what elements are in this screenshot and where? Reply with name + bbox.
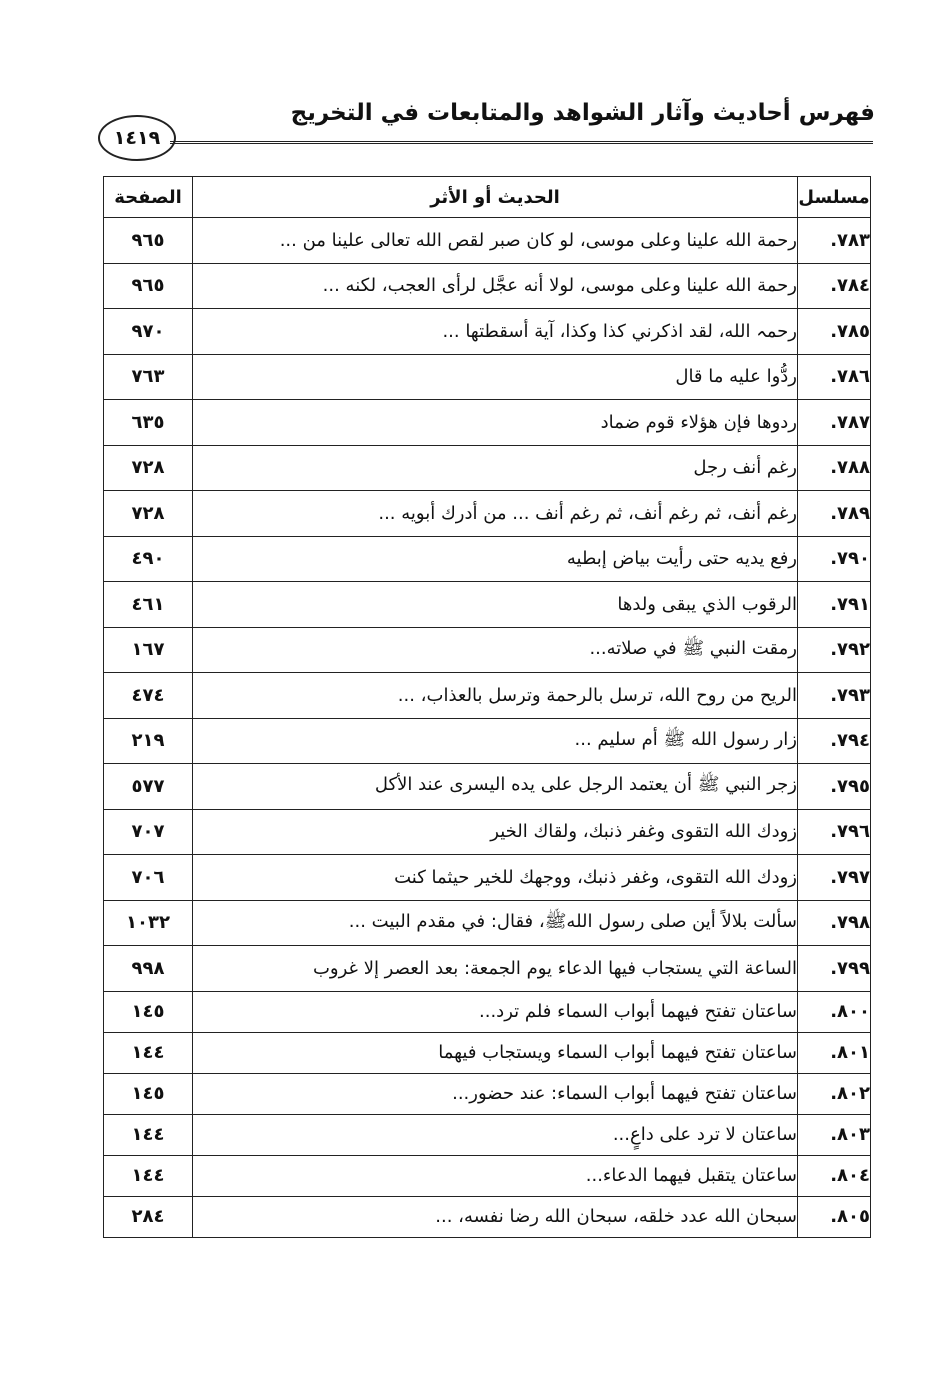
table-row	[104, 764, 871, 810]
page-number: ١٤١٩	[113, 127, 161, 149]
row-text: الساعة التي يستجاب فيها الدعاء يوم الجمعة: بعد العصر إلا غروب	[193, 946, 798, 992]
hadith-index-table	[103, 176, 871, 1238]
row-serial: ٧٨٩.	[798, 491, 871, 537]
table-row	[104, 673, 871, 719]
table-row	[104, 718, 871, 764]
row-serial: ٧٨٧.	[798, 400, 871, 446]
table-row	[104, 1196, 871, 1237]
row-page: ٤٧٤	[104, 673, 193, 719]
row-serial: ٧٩٩.	[798, 946, 871, 992]
table-row	[104, 582, 871, 628]
row-text: سألت بلالاً أين صلى رسول اللهﷺ، فقال: في مقدم البيت ...	[193, 900, 798, 946]
row-serial: ٧٩٢.	[798, 627, 871, 673]
row-text: ساعتان لا ترد على داعٍ...	[193, 1114, 798, 1155]
row-page: ٧٢٨	[104, 445, 193, 491]
table-row	[104, 1073, 871, 1114]
header-rule	[170, 141, 873, 144]
row-serial: ٧٩٣.	[798, 673, 871, 719]
table-body	[104, 218, 871, 1238]
row-serial: ٧٨٣.	[798, 218, 871, 264]
row-text: رحمة الله علينا وعلى موسى، لولا أنه عجَّل لرأى العجب، لكنه ...	[193, 263, 798, 309]
row-text: سبحان الله عدد خلقه، سبحان الله رضا نفسه، ...	[193, 1196, 798, 1237]
row-text: الريح من روح الله، ترسل بالرحمة وترسل بالعذاب، ...	[193, 673, 798, 719]
row-serial: ٨٠٥.	[798, 1196, 871, 1237]
row-text: رغم أنف، ثم رغم أنف، ثم رغم أنف ... من أدرك أبويه ...	[193, 491, 798, 537]
table-row	[104, 354, 871, 400]
row-page: ٧٠٦	[104, 855, 193, 901]
row-serial: ٧٨٤.	[798, 263, 871, 309]
row-text: زودك الله التقوى، وغفر ذنبك، ووجهك للخير حيثما كنت	[193, 855, 798, 901]
row-page: ٤٩٠	[104, 536, 193, 582]
row-text: ردوها فإن هؤلاء قوم ضماد	[193, 400, 798, 446]
table-row	[104, 809, 871, 855]
row-serial: ٨٠٤.	[798, 1155, 871, 1196]
row-page: ١٤٥	[104, 1073, 193, 1114]
row-serial: ٧٩٥.	[798, 764, 871, 810]
row-text: رفع يديه حتى رأيت بياض إبطيه	[193, 536, 798, 582]
row-page: ٩٧٠	[104, 309, 193, 355]
row-serial: ٧٨٥.	[798, 309, 871, 355]
running-header-title: فهرس أحاديث وآثار الشواهد والمتابعات في التخريج	[290, 100, 875, 126]
row-page: ١٤٤	[104, 1114, 193, 1155]
row-text: الرقوب الذي يبقى ولدها	[193, 582, 798, 628]
row-page: ١٤٥	[104, 991, 193, 1032]
row-page: ١٤٤	[104, 1032, 193, 1073]
row-text: رحمہ الله، لقد اذكرني كذا وكذا، آية أسقطتها ...	[193, 309, 798, 355]
row-page: ٤٦١	[104, 582, 193, 628]
row-text: ردُّوا عليه ما قال	[193, 354, 798, 400]
column-header-page: الصفحة	[104, 177, 193, 218]
page-number-badge	[98, 115, 176, 161]
row-serial: ٨٠٠.	[798, 991, 871, 1032]
row-text: زار رسول الله ﷺ أم سليم ...	[193, 718, 798, 764]
row-serial: ٧٩٦.	[798, 809, 871, 855]
row-text: رمقت النبي ﷺ في صلاته...	[193, 627, 798, 673]
table-header-row	[104, 177, 871, 218]
row-page: ٦٣٥	[104, 400, 193, 446]
row-page: ٧٠٧	[104, 809, 193, 855]
table-row	[104, 309, 871, 355]
row-page: ٢٨٤	[104, 1196, 193, 1237]
row-serial: ٧٩٠.	[798, 536, 871, 582]
row-serial: ٨٠٢.	[798, 1073, 871, 1114]
table-row	[104, 900, 871, 946]
table-row	[104, 536, 871, 582]
row-serial: ٨٠١.	[798, 1032, 871, 1073]
column-header-text: الحديث أو الأثر	[193, 177, 798, 218]
table-row	[104, 491, 871, 537]
row-text: رحمة الله علينا وعلى موسى، لو كان صبر لقص الله تعالى علينا من ...	[193, 218, 798, 264]
row-page: ١٤٤	[104, 1155, 193, 1196]
row-page: ٩٦٥	[104, 218, 193, 264]
row-text: زجر النبي ﷺ أن يعتمد الرجل على يده اليسرى عند الأكل	[193, 764, 798, 810]
row-page: ٢١٩	[104, 718, 193, 764]
row-page: ٧٦٣	[104, 354, 193, 400]
row-page: ١٠٣٢	[104, 900, 193, 946]
table-row	[104, 1114, 871, 1155]
row-serial: ٧٩٤.	[798, 718, 871, 764]
table-row	[104, 1032, 871, 1073]
row-text: زودك الله التقوى وغفر ذنبك، ولقاك الخير	[193, 809, 798, 855]
row-page: ٥٧٧	[104, 764, 193, 810]
table-row	[104, 946, 871, 992]
row-serial: ٧٩١.	[798, 582, 871, 628]
row-serial: ٧٩٧.	[798, 855, 871, 901]
row-page: ١٦٧	[104, 627, 193, 673]
row-serial: ٧٨٦.	[798, 354, 871, 400]
row-text: ساعتان تفتح فيهما أبواب السماء فلم ترد...	[193, 991, 798, 1032]
row-text: ساعتان يتقبل فيهما الدعاء...	[193, 1155, 798, 1196]
row-serial: ٧٨٨.	[798, 445, 871, 491]
row-page: ٧٢٨	[104, 491, 193, 537]
row-serial: ٧٩٨.	[798, 900, 871, 946]
row-text: ساعتان تفتح فيهما أبواب السماء ويستجاب فيهما	[193, 1032, 798, 1073]
row-text: ساعتان تفتح فيهما أبواب السماء: عند حضور...	[193, 1073, 798, 1114]
table-row	[104, 445, 871, 491]
row-page: ٩٩٨	[104, 946, 193, 992]
table-row	[104, 218, 871, 264]
row-page: ٩٦٥	[104, 263, 193, 309]
table-row	[104, 627, 871, 673]
table-row	[104, 855, 871, 901]
table-row	[104, 991, 871, 1032]
column-header-serial: مسلسل	[798, 177, 871, 218]
table-row	[104, 400, 871, 446]
row-text: رغم أنف رجل	[193, 445, 798, 491]
table-row	[104, 1155, 871, 1196]
table-row	[104, 263, 871, 309]
row-serial: ٨٠٣.	[798, 1114, 871, 1155]
